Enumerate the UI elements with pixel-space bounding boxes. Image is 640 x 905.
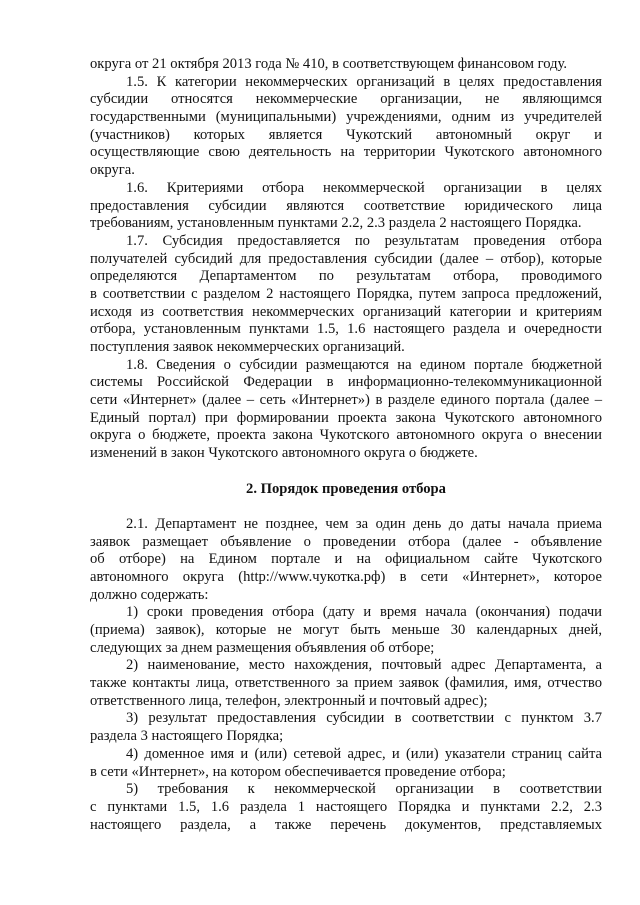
list-item-2-line: также контакты лица, ответственного за прием заявок (фамилия, имя, отчество [90,675,602,692]
paragraph-1-6-line: требованиям, установленным пунктами 2.2, 2.3 раздела 2 настоящего Порядка. [90,215,582,232]
list-item-2-line: 2) наименование, место нахождения, почтовый адрес Департамента, а [126,657,602,674]
paragraph-2-1-line: должно содержать: [90,586,209,603]
section-heading: 2. Порядок проведения отбора [246,480,446,497]
paragraph-2-1-line: заявок размещает объявление о проведении отбора (далее - объявление [90,533,602,550]
list-item-3-line: раздела 3 настоящего Порядка; [90,728,284,745]
paragraph-1-7-line: исходя из соответствия некоммерческих организаций категории и критериям [90,303,602,320]
list-item-4-line: 4) доменное имя и (или) сетевой адрес, и (или) указатели страниц сайта [126,745,602,762]
list-item-1-line: 1) сроки проведения отбора (дату и время начала (окончания) подачи [126,604,602,621]
paragraph-1-8-line: изменений в закон Чукотского автономного округа о бюджете. [90,445,478,462]
paragraph-1-8-line: Единый портал) при формировании проекта закона Чукотского автономного [90,409,602,426]
paragraph-1-7-line: отбора, установленным пунктами 1.5, 1.6 настоящего раздела и очередности [90,321,602,338]
paragraph-1-8-line: системы Российской Федерации в информационно-телекоммуникационной [90,374,602,391]
paragraph-1-6-line: 1.6. Критериями отбора некоммерческой организации в целях [126,179,602,196]
paragraph-1-5-line: 1.5. К категории некоммерческих организаций в целях предоставления [126,73,602,90]
paragraph-1-7-line: в соответствии с разделом 2 настоящего Порядка, путем запроса предложений, [90,285,602,302]
paragraph-2-1-line: 2.1. Департамент не позднее, чем за один день до даты начала приема [126,515,602,532]
paragraph-1-8-line: сети «Интернет» (далее – сеть «Интернет») в разделе единого портала (далее – [90,392,602,409]
list-item-5-line: с пунктами 1.5, 1.6 раздела 1 настоящего Порядка и пунктами 2.2, 2.3 [90,798,602,815]
list-item-1-line: (приема) заявок), которые не могут быть меньше 30 календарных дней, [90,622,602,638]
paragraph-1-7-line: 1.7. Субсидия предоставляется по результатам проведения отбора [126,232,602,249]
paragraph-1-5-line: осуществляющие свою деятельность на территории Чукотского автономного [90,144,602,161]
paragraph-1-7-line: поступления заявок некоммерческих организаций. [90,339,405,355]
list-item-5-line: настоящего раздела, а также перечень документов, представляемых [90,816,602,833]
paragraph-1-8-line: 1.8. Сведения о субсидии размещаются на едином портале бюджетной [126,356,602,373]
list-item-2-line: ответственного лица, телефон, электронный и почтовый адрес); [90,692,488,709]
paragraph-1-8-line: округа о бюджете, проекта закона Чукотского автономного округа о внесении [90,427,602,444]
text-line: округа от 21 октября 2013 года № 410, в соответствующем финансовом году. [90,56,568,72]
paragraph-2-1-line: об отборе) на Едином портале и на официальном сайте Чукотского [90,551,602,568]
paragraph-1-5-line: (участников) которых является Чукотский автономный округ и [90,126,602,143]
paragraph-1-5-line: государственными (муниципальными) учреждениями, одним из учредителей [90,109,602,126]
document-body [90,56,602,834]
spacer [90,463,602,481]
paragraph-1-5-line: субсидии относятся некоммерческие организации, не являющимся [90,91,602,108]
list-item-1-line: следующих за днем размещения объявления об отборе; [90,639,435,656]
paragraph-1-5-line: округа. [90,162,135,179]
paragraph-1-7-line: определяются Департаментом по результатам отбора, проводимого [90,268,602,285]
paragraph-1-6-line: предоставления субсидии являются соответствие юридического лица [90,197,602,214]
spacer [90,498,602,516]
list-item-3-line: 3) результат предоставления субсидии в соответствии с пунктом 3.7 [126,710,602,727]
list-item-5-line: 5) требования к некоммерческой организации в соответствии [126,781,602,798]
list-item-4-line: в сети «Интернет», на котором обеспечивается проведение отбора; [90,763,506,780]
paragraph-2-1-line: автономного округа (http://www.чукотка.рф) в сети «Интернет», которое [90,568,602,585]
paragraph-1-7-line: получателей субсидий для предоставления субсидии (далее – отбор), которые [90,250,602,267]
